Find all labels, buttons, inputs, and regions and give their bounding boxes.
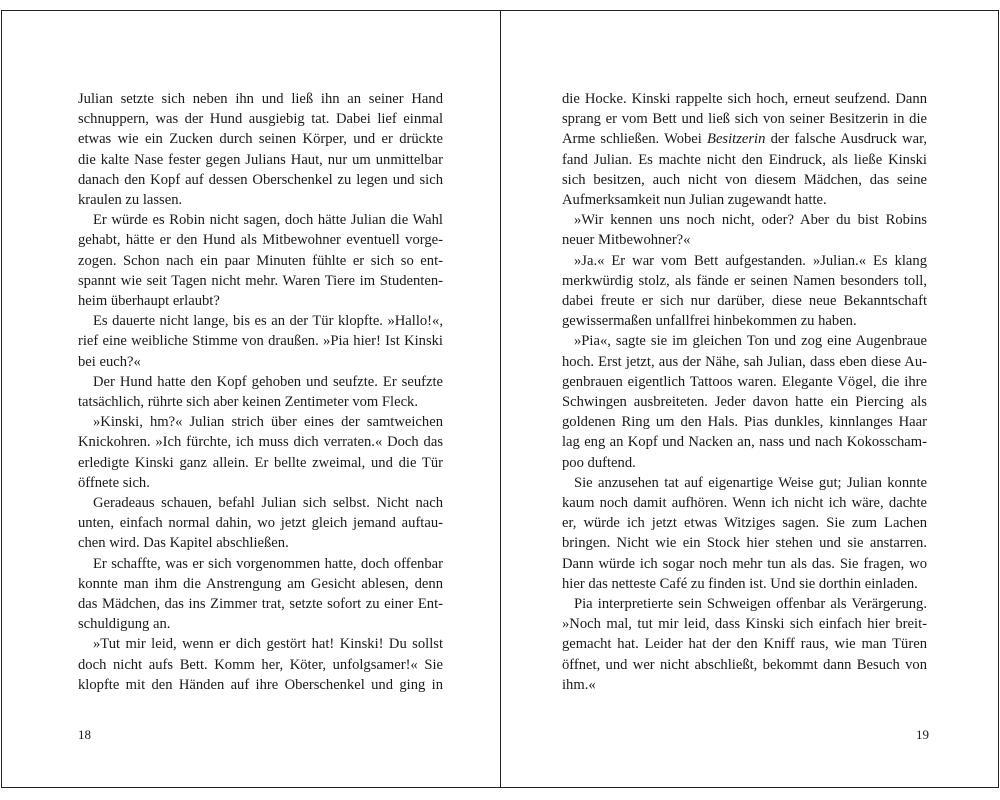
left-page-text <box>78 89 443 695</box>
text-line: fand Julian. Es machte nicht den Eindruck, als ließe Kinski <box>562 151 927 168</box>
text-line: schnuppern, was der Hund ausgiebig tat. Dabei lief einmal <box>78 111 443 128</box>
text-line: Der Hund hatte den Kopf gehoben und seufzte. Er seufzte <box>93 373 443 390</box>
text-line: gemacht hat. Leider hat der den Kniff raus, wie man Türen <box>562 636 927 653</box>
text-line: konnte man ihm die Anstrengung am Gesicht ablesen, denn <box>78 575 443 592</box>
right-page-text <box>562 89 927 695</box>
text-line: chen wird. Das Kapitel abschließen. <box>78 535 289 552</box>
paragraph <box>562 251 927 332</box>
page-number-right: 19 <box>916 727 929 742</box>
text-line: neuer Mitbewohner?« <box>562 232 691 249</box>
text-line: Er schaffte, was er sich vorgenommen hatte, doch offenbar <box>93 555 443 572</box>
text-line: »Wir kennen uns noch nicht, oder? Aber du bist Robins <box>574 212 927 229</box>
paragraph <box>78 412 443 493</box>
text-line: schuldigung an. <box>78 616 171 633</box>
paragraph <box>562 210 927 250</box>
text-line: merkwürdig stolz, als fände er seinen Namen besonders toll, <box>562 272 927 289</box>
text-line: »Tut mir leid, wenn er dich gestört hat! Kinski! Du sollst <box>93 636 443 653</box>
text-line: hier das netteste Café zu finden ist. Und sie dorthin einladen. <box>562 575 918 592</box>
text-line: kaum noch damit aufhören. Wenn ich nicht ich wäre, dachte <box>562 495 927 512</box>
text-line: kraulen zu lassen. <box>78 192 183 209</box>
text-line: Es dauerte nicht lange, bis es an der Tür klopfte. »Hallo!«, <box>93 313 443 330</box>
paragraph <box>562 473 927 594</box>
text-line: Schwingen ausbreiteten. Jeder davon hatte ein Piercing als <box>562 394 927 411</box>
text-line: »Noch mal, tut mir leid, dass Kinski sich einfach hier breit- <box>562 616 927 633</box>
text-line: sich besitzen, auch nicht von diesem Mädchen, das seine <box>562 171 927 188</box>
text-line: das Mädchen, das ins Zimmer trat, setzte sofort zu einer Ent- <box>78 596 443 613</box>
paragraph <box>78 554 443 635</box>
text-line: »Pia«, sagte sie im gleichen Ton und zog eine Augenbraue <box>574 333 927 350</box>
paragraph <box>78 372 443 412</box>
text-line: Knickohren. »Ich fürchte, ich muss dich verraten.« Doch das <box>78 434 443 451</box>
text-line: öffnete sich. <box>78 474 150 491</box>
text-line: doch nicht aufs Bett. Komm her, Köter, unfolgsamer!« Sie <box>78 656 443 673</box>
text-line: die kalte Nase fester gegen Julians Haut, nur um unmittelbar <box>78 151 443 168</box>
text-line: Geradeaus schauen, befahl Julian sich selbst. Nicht nach <box>93 495 443 512</box>
text-line: goldenen Ring um den Hals. Pias dunkles, kinnlanges Haar <box>562 414 927 431</box>
text-line: Dann würde ich sogar noch mehr tun als das. Sie fragen, wo <box>562 555 927 572</box>
text-line: ihm.« <box>562 676 596 693</box>
text-line: Er würde es Robin nicht sagen, doch hätte Julian die Wahl <box>93 212 443 229</box>
text-line: gewissermaßen unfallfrei hinbekommen zu haben. <box>562 313 857 330</box>
text-line: Aufmerksamkeit nun Julian zugewandt hatte. <box>562 192 827 209</box>
paragraph <box>562 89 927 210</box>
emphasis: Besitzerin <box>707 131 766 148</box>
text-line: unten, einfach normal dahin, wo jetzt gleich jemand auftau- <box>78 515 443 532</box>
text-line: heim überhaupt erlaubt? <box>78 293 220 310</box>
text-line: Sie anzusehen tat auf eigenartige Weise gut; Julian konnte <box>574 474 927 491</box>
text-line: rief eine weibliche Stimme von draußen. »Pia hier! Ist Kinski <box>78 333 443 350</box>
paragraph <box>562 331 927 472</box>
text-line: hoch. Erst jetzt, aus der Nähe, sah Julian, dass eben diese Au- <box>562 353 927 370</box>
text-line: öffnet, und wer nicht abschließt, bekommt dann Besuch von <box>562 656 927 673</box>
text-line: lag eng an Kopf und Nacken an, nass und nach Kokosscham- <box>562 434 927 451</box>
text-line: tatsächlich, rührte sich aber keinen Zentimeter vom Fleck. <box>78 394 418 411</box>
text-line: bringen. Nicht wie ein Stock hier stehen und sie anstarren. <box>562 535 927 552</box>
text-line: bei euch?« <box>78 353 141 370</box>
text-line: gehabt, hätte er den Hund als Mitbewohner eventuell vorge- <box>78 232 443 249</box>
text-line: danach den Kopf auf dessen Oberschenkel zu legen und sich <box>78 171 443 188</box>
text-line: Pia interpretierte sein Schweigen offenbar als Verärgerung. <box>574 596 927 613</box>
text-line: poo duftend. <box>562 454 636 471</box>
left-page <box>1 10 502 788</box>
paragraph <box>562 594 927 695</box>
paragraph <box>78 210 443 311</box>
text-line: genbrauen eigentlich Tattoos waren. Elegante Vögel, die ihre <box>562 373 927 390</box>
text-line: »Ja.« Er war vom Bett aufgestanden. »Julian.« Es klang <box>574 252 927 269</box>
text-line: sprang er vom Bett und ließ sich von seiner Besitzerin in die <box>562 111 927 128</box>
text-line: etwas wie ein Zucken durch seinen Körper, und er drückte <box>78 131 443 148</box>
paragraph <box>78 634 443 695</box>
text-line: erledigte Kinski ganz allein. Er bellte zweimal, und die Tür <box>78 454 443 471</box>
text-line: Julian setzte sich neben ihn und ließ ihn an seiner Hand <box>78 91 443 107</box>
text-line: spannt wie seit Tagen nicht mehr. Waren Tiere im Studenten- <box>78 272 443 289</box>
text-line: er, würde ich jetzt etwas Witziges sagen. Sie zum Lachen <box>562 515 927 532</box>
text-line: klopfte mit den Händen auf ihre Oberschenkel und ging in <box>78 676 443 693</box>
text-line: Arme schließen. Wobei Besitzerin der falsche Ausdruck war, <box>562 131 927 148</box>
paragraph <box>78 311 443 372</box>
paragraph <box>78 89 443 210</box>
text-line: die Hocke. Kinski rappelte sich hoch, erneut seufzend. Dann <box>562 91 927 107</box>
text-line: dabei freute er sich nur darüber, diese neue Bekanntschaft <box>562 293 927 310</box>
paragraph <box>78 493 443 554</box>
text-line: zogen. Schon nach ein paar Minuten fühlte er sich so ent- <box>78 252 443 269</box>
right-page <box>500 10 999 788</box>
text-line: »Kinski, hm?« Julian strich über eines der samtweichen <box>93 414 443 431</box>
page-number-left: 18 <box>78 727 91 742</box>
